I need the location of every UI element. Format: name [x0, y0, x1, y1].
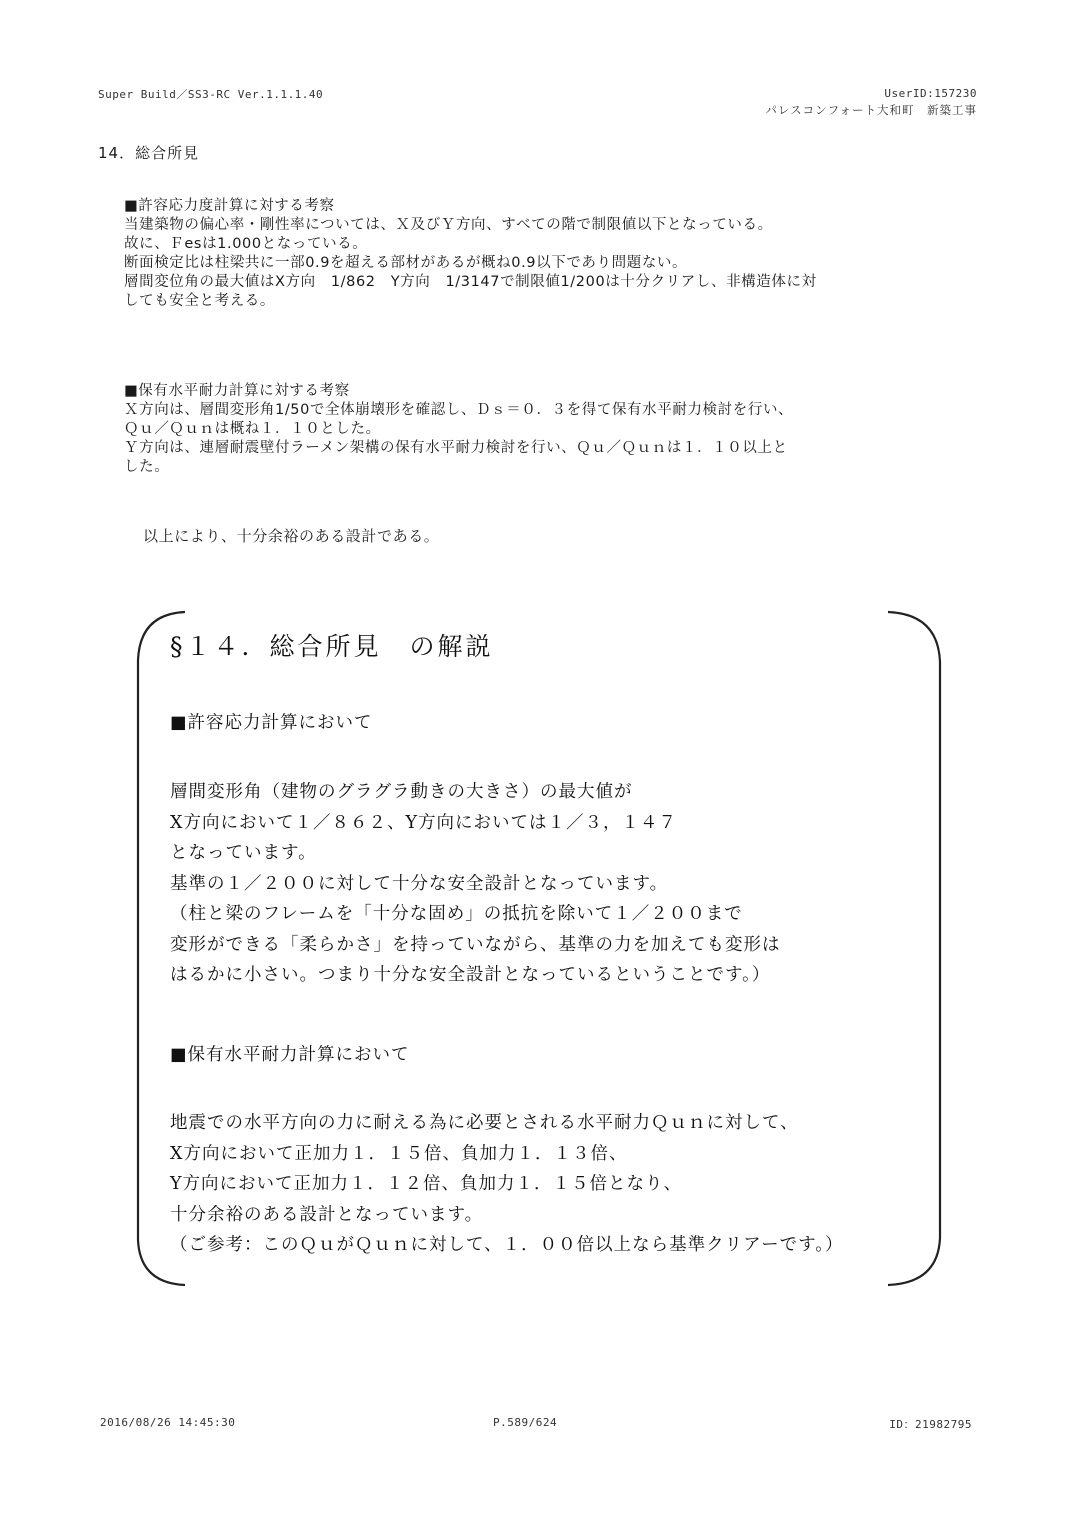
software-version: Super Build／SS3-RC Ver.1.1.1.40 — [98, 88, 324, 101]
user-id: UserID:157230 — [884, 87, 977, 100]
commentary-title: §１４．総合所見 の解説 — [170, 632, 494, 661]
paragraph-line: しても安全と考える。 — [124, 293, 275, 309]
commentary-line: はるかに小さい。つまり十分な安全設計となっているということです。） — [170, 965, 771, 985]
paragraph-line: 層間変位角の最大値はX方向 1/862 Y方向 1/3147で制限値1/200は十分クリアし、非構造体に対 — [124, 274, 817, 290]
allowable-stress-heading: ■許容応力度計算に対する考察 — [124, 198, 335, 214]
section-title: 14．総合所見 — [98, 144, 200, 162]
paragraph-line: Ｑｕ／Ｑｕｎは概ね１．１０とした。 — [124, 421, 381, 437]
paragraph-line: 故に、Ｆesは1.000となっている。 — [124, 236, 368, 252]
ultimate-strength-heading: ■保有水平耐力計算に対する考察 — [124, 383, 350, 399]
commentary-ultimate-body — [170, 1108, 930, 1261]
paragraph-line: 当建築物の偏心率・剛性率については、Ｘ及びＹ方向、すべての階で制限値以下となっている。 — [124, 217, 773, 233]
commentary-allowable-heading: ■許容応力計算において — [170, 713, 373, 733]
project-name: パレスコンフォート大和町 新築工事 — [765, 103, 977, 117]
commentary-line: となっています。 — [170, 843, 317, 863]
paragraph-line: Ｙ方向は、連層耐震壁付ラーメン架構の保有水平耐力検討を行い、Ｑｕ／Ｑｕｎは１．１０以上と — [124, 440, 788, 456]
commentary-line: （ご参考：このＱｕがＱｕｎに対して、１．００倍以上なら基準クリアーです。） — [170, 1235, 844, 1255]
print-datetime: 2016/08/26 14:45:30 — [100, 1416, 236, 1429]
commentary-line: Y方向において正加力１．１２倍、負加力１．１５倍となり、 — [170, 1174, 683, 1194]
commentary-line: 十分余裕のある設計となっています。 — [170, 1204, 484, 1225]
commentary-line: （柱と梁のフレームを「十分な固め」の抵抗を除いて１／２００まで — [170, 904, 743, 924]
paragraph-line: 断面検定比は柱梁共に一部0.9を超える部材があるが概ね0.9以下であり問題ない。 — [124, 255, 688, 271]
commentary-line: 層間変形角（建物のグラグラ動きの大きさ）の最大値が — [170, 782, 633, 802]
commentary-line: 変形ができる「柔らかさ」を持っていながら、基準の力を加えても変形は — [170, 934, 781, 955]
page-number: P.589/624 — [493, 1416, 558, 1429]
commentary-line: X方向において１／８６２、Y方向においては１／３，１４７ — [170, 812, 678, 833]
commentary-line: X方向において正加力１．１５倍、負加力１．１３倍、 — [170, 1143, 628, 1164]
paragraph-line: した。 — [124, 459, 170, 475]
paragraph-line: Ｘ方向は、層間変形角1/50で全体崩壊形を確認し、Ｄｓ＝０．３を得て保有水平耐力検討を行い、 — [124, 402, 794, 418]
document-id: ID：21982795 — [889, 1418, 972, 1431]
commentary-line: 地震での水平方向の力に耐える為に必要とされる水平耐力Ｑｕｎに対して、 — [170, 1113, 799, 1133]
commentary-line: 基準の１／２００に対して十分な安全設計となっています。 — [170, 873, 669, 894]
commentary-ultimate-heading: ■保有水平耐力計算において — [170, 1045, 410, 1065]
commentary-allowable-body — [170, 777, 930, 991]
conclusion: 以上により、十分余裕のある設計である。 — [143, 527, 440, 545]
